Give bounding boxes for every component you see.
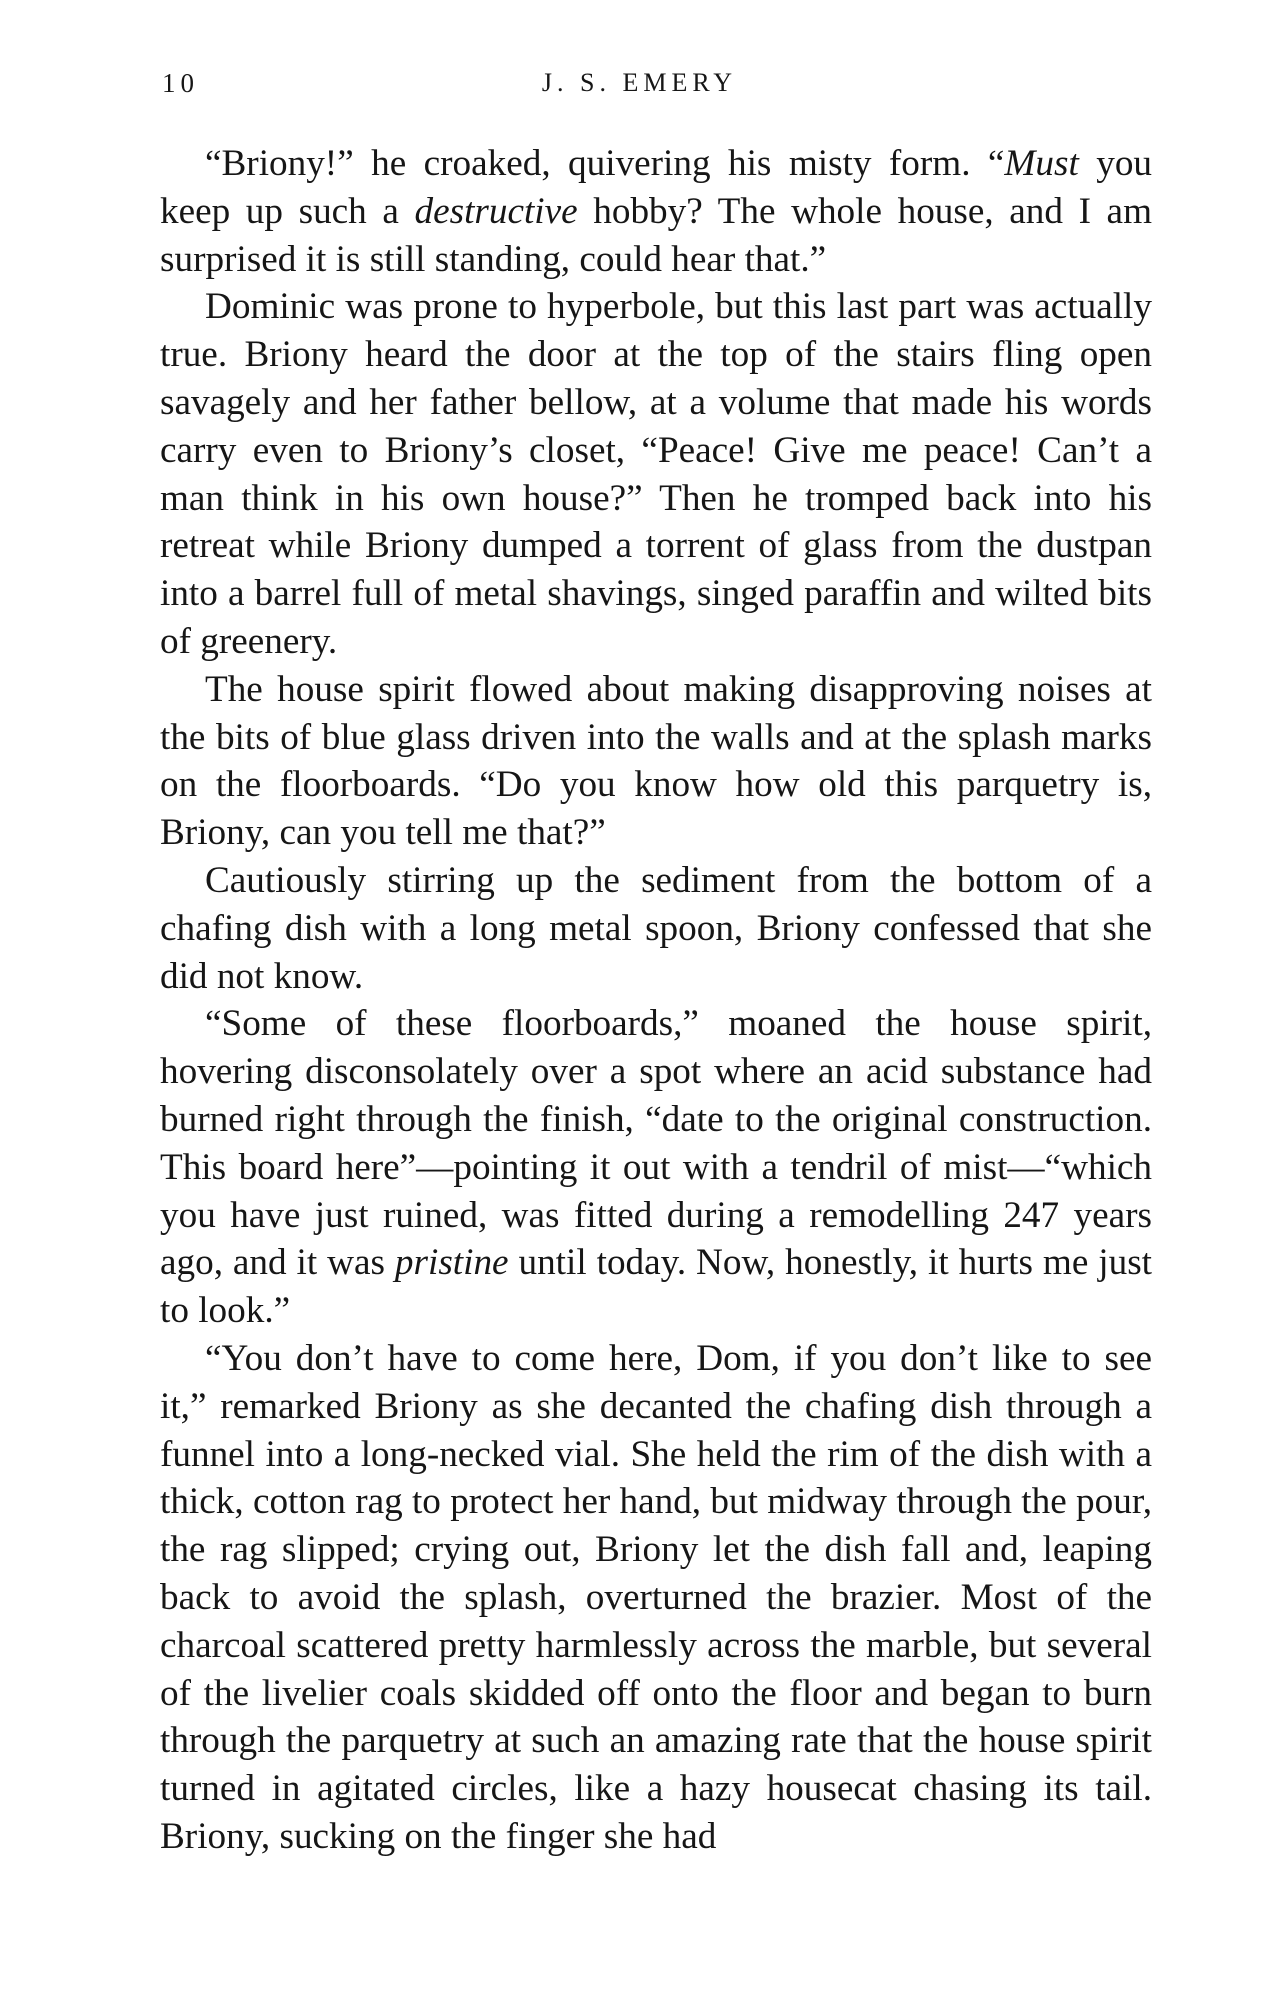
text-run: The house spirit flowed about making disapproving noises at the bits of blue glass driven into the walls and at the splash marks on the floorboards. “Do you know how old this parquetry is, Briony, can you tell me that?” [160,668,1152,854]
text-run: Cautiously stirring up the sediment from the bottom of a chafing dish with a long metal spoon, Briony confessed that she did not know. [160,859,1152,997]
running-head [0,68,1261,108]
paragraph [160,857,1152,1000]
body-text [160,140,1152,1861]
paragraph [160,1000,1152,1335]
text-run: hobby? The whole house, and I am surprised it is still standing, could hear that.” [160,190,1152,280]
italic-run: pristine [394,1242,509,1284]
text-run: until today. Now, honestly, it hurts me just to look.” [160,1242,1152,1332]
italic-run: destructive [414,190,578,232]
page-number: 10 [162,68,199,98]
paragraph [160,1335,1152,1861]
paragraph [160,666,1152,857]
paragraph [160,283,1152,665]
text-run: Dominic was prone to hyperbole, but this last part was actually true. Briony heard the door at the top of the stairs fling open savagely and her father bellow, at a volume that made his words carry even to Briony’s closet, “Peace! Give me peace! Can’t a man think in his own house?” Then he tromped back into his retreat while Briony dumped a torrent of glass from the dustpan into a barrel full of metal shavings, singed paraffin and wilted bits of greenery. [160,286,1152,662]
text-run: “You don’t have to come here, Dom, if you don’t like to see it,” remarked Briony as she decanted the chafing dish through a funnel into a long-necked vial. She held the rim of the dish with a thick, cotton rag to protect her hand, but midway through the pour, the rag slipped; crying out, Briony let the dish fall and, leaping back to avoid the splash, overturned the brazier. Most of the charcoal scattered pretty harmlessly across the marble, but several of the livelier coals skidded off onto the floor and began to burn through the parquetry at such an amazing rate that the house spirit turned in agitated circles, like a hazy housecat chasing its tail. Briony, sucking on the finger she had [160,1337,1153,1857]
paragraph [160,140,1152,283]
text-run: you keep up such a [160,143,1153,232]
italic-run: Must [1004,143,1079,184]
author-name: J. S. EMERY [541,68,738,97]
text-run: “Some of these floorboards,” moaned the house spirit, hovering disconsolately over a spot where an acid substance had burned right through the finish, “date to the original construction. This board here”—pointing it out with a tendril of mist—“which you have just ruined, was fitted during a remodelling 247 years ago, and it was [160,1003,1152,1284]
text-run: “Briony!” he croaked, quivering his misty form. “ [205,143,1005,184]
